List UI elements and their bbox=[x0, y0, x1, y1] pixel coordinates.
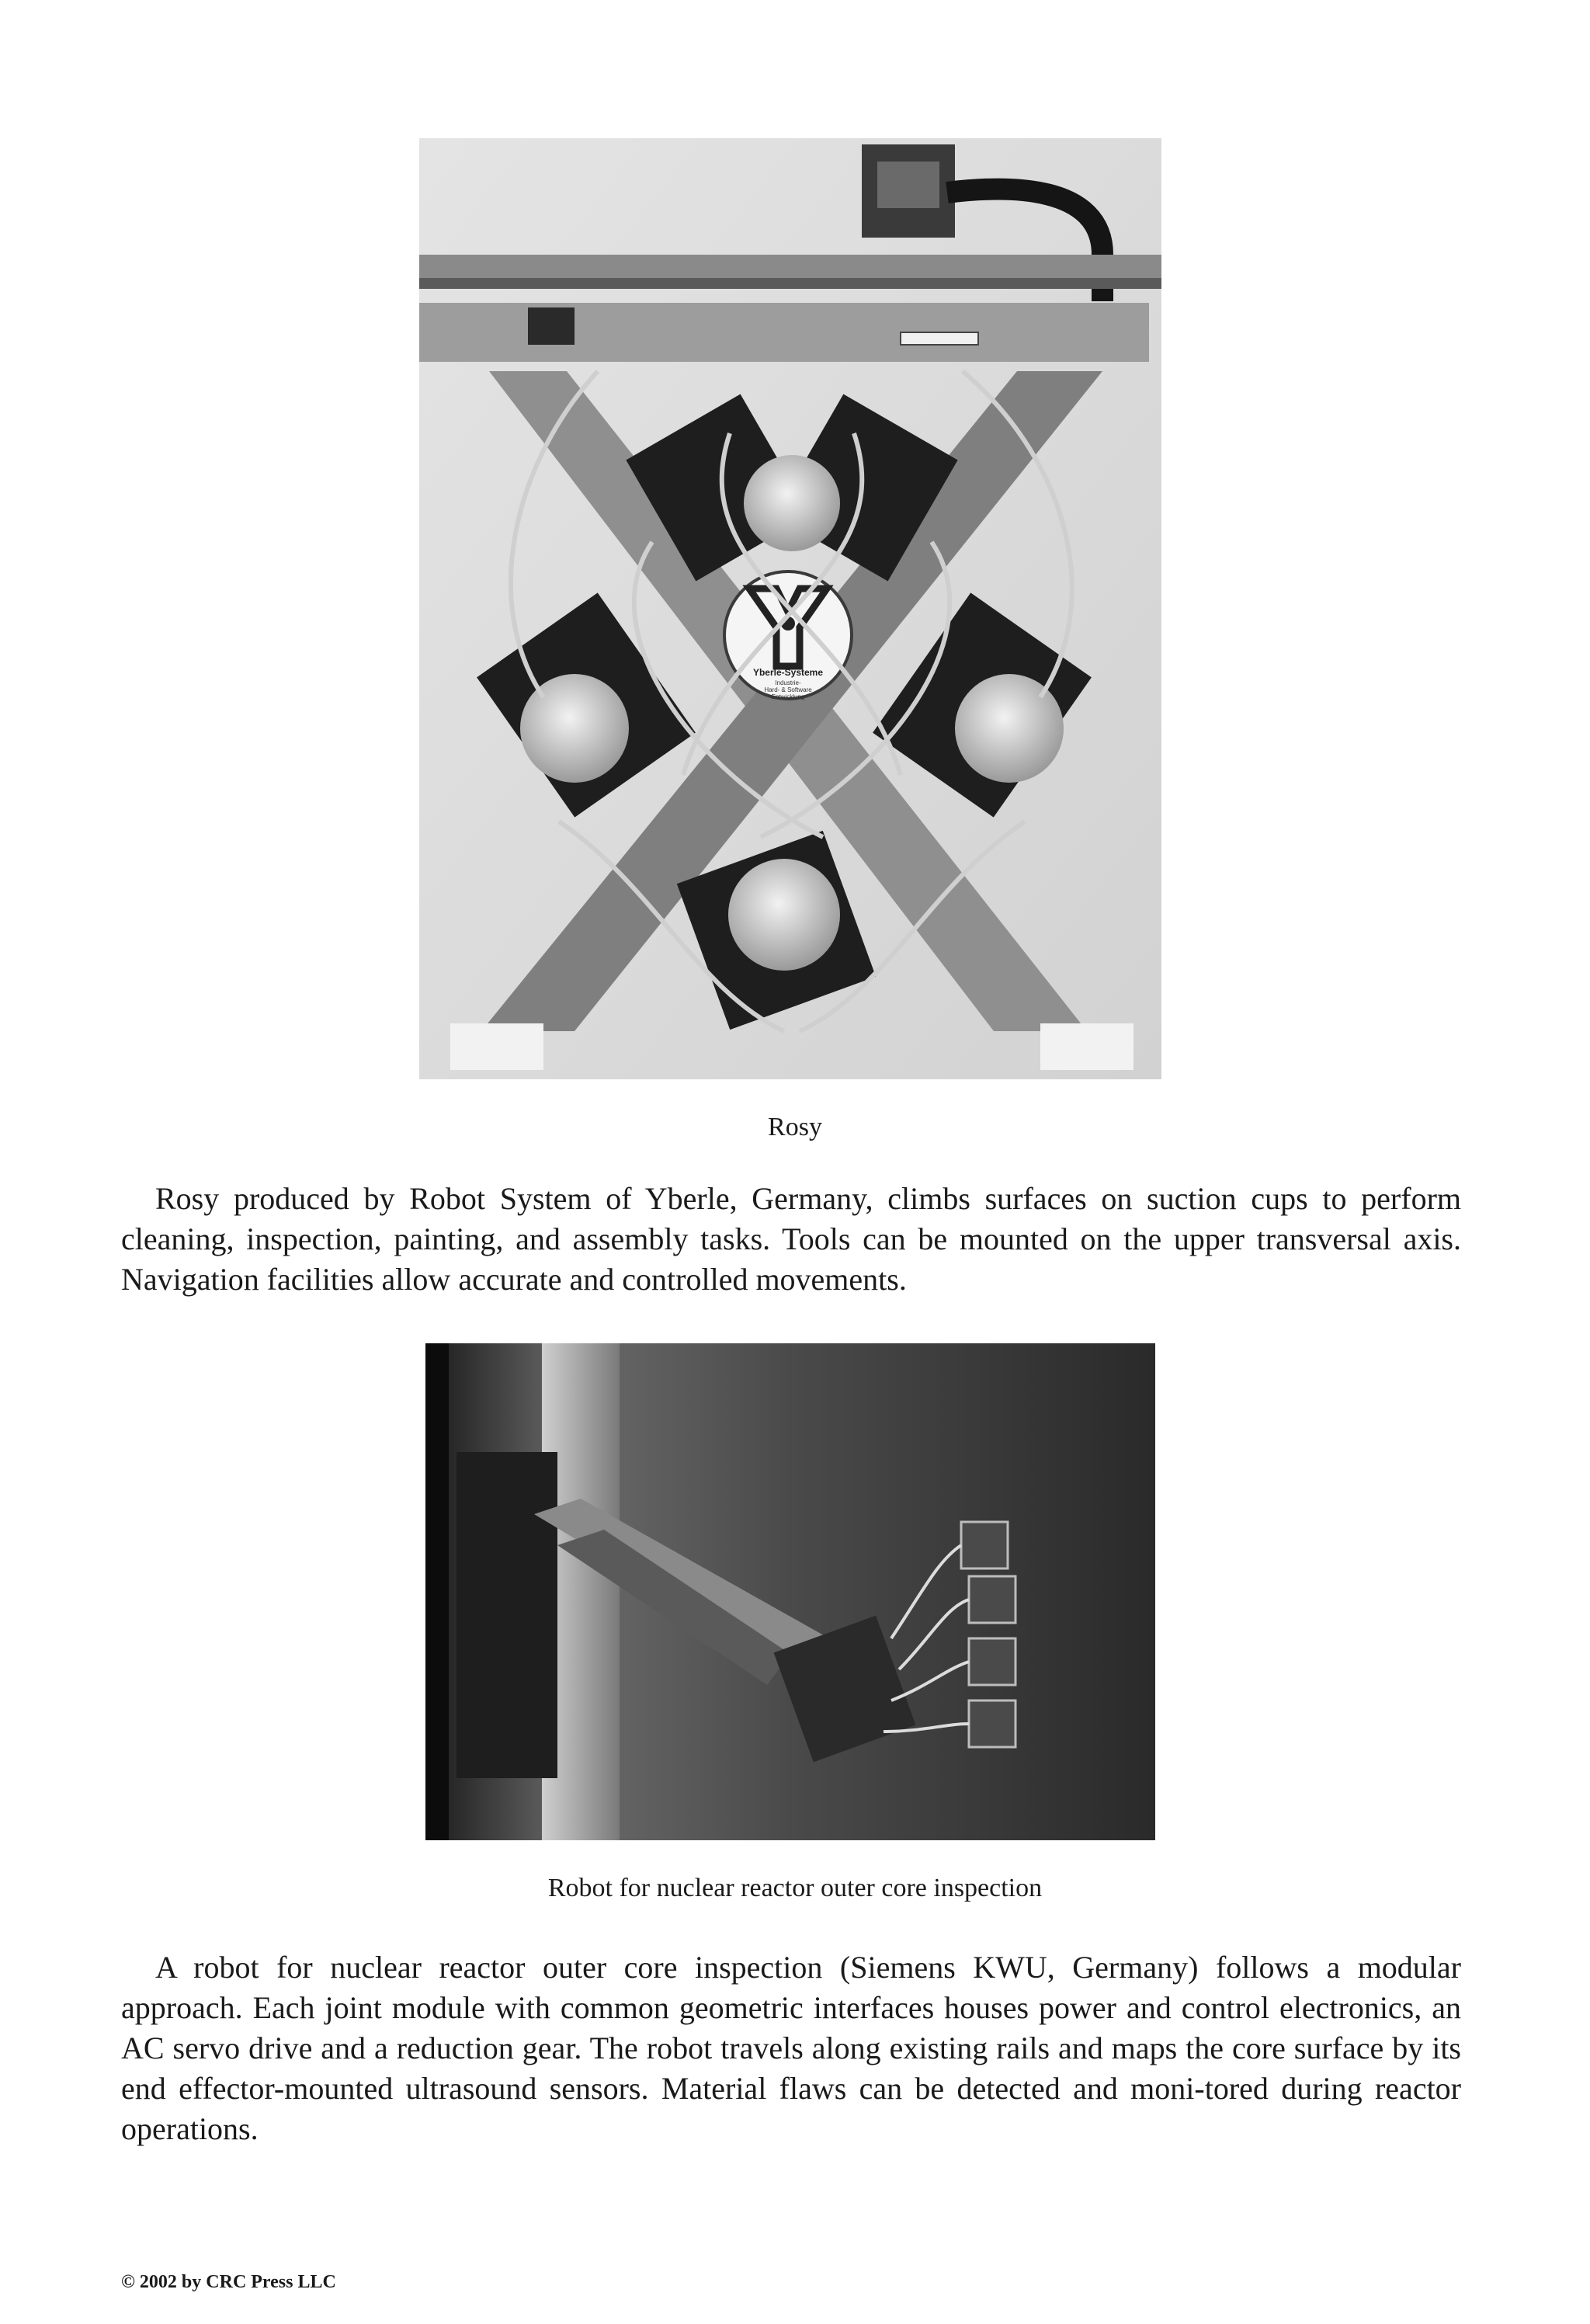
figure-caption-rosy: Rosy bbox=[768, 1113, 822, 1141]
rosy-robot-photo bbox=[419, 138, 1161, 1079]
paragraph-reactor-robot-description: A robot for nuclear reactor outer core inspection (Siemens KWU, Germany) follows a modular approach. Each joint module with common geometric interfaces houses power and control electronics, an AC servo drive and a reduction gear. The robot travels along existing rails and maps the core surface by its end effector-mounted ultrasound sensors. Material flaws can be detected and moni-tored during reactor operations. bbox=[121, 1950, 1461, 2146]
reactor-robot-illustration bbox=[425, 1343, 1155, 1840]
logo-text-line-4: Entwicklung bbox=[771, 693, 805, 700]
figure-caption-reactor-robot: Robot for nuclear reactor outer core inspection bbox=[547, 1874, 1043, 1902]
logo-text-line-3: Hard- & Software bbox=[764, 686, 812, 693]
logo-text-line-2: Industrie- bbox=[775, 679, 801, 686]
rosy-robot-illustration bbox=[419, 138, 1161, 1079]
copyright-footer: © 2002 by CRC Press LLC bbox=[121, 2272, 336, 2292]
reactor-inspection-robot-photo bbox=[425, 1343, 1155, 1840]
paragraph-rosy-description: Rosy produced by Robot System of Yberle, Germany, climbs surfaces on suction cups to perform cleaning, inspection, painting, and assembly tasks. Tools can be mounted on the upper transversal axis. Navigation facilities allow accurate and controlled movements. bbox=[121, 1181, 1461, 1297]
logo-text-line-1: Yberle-Systeme bbox=[752, 667, 824, 678]
